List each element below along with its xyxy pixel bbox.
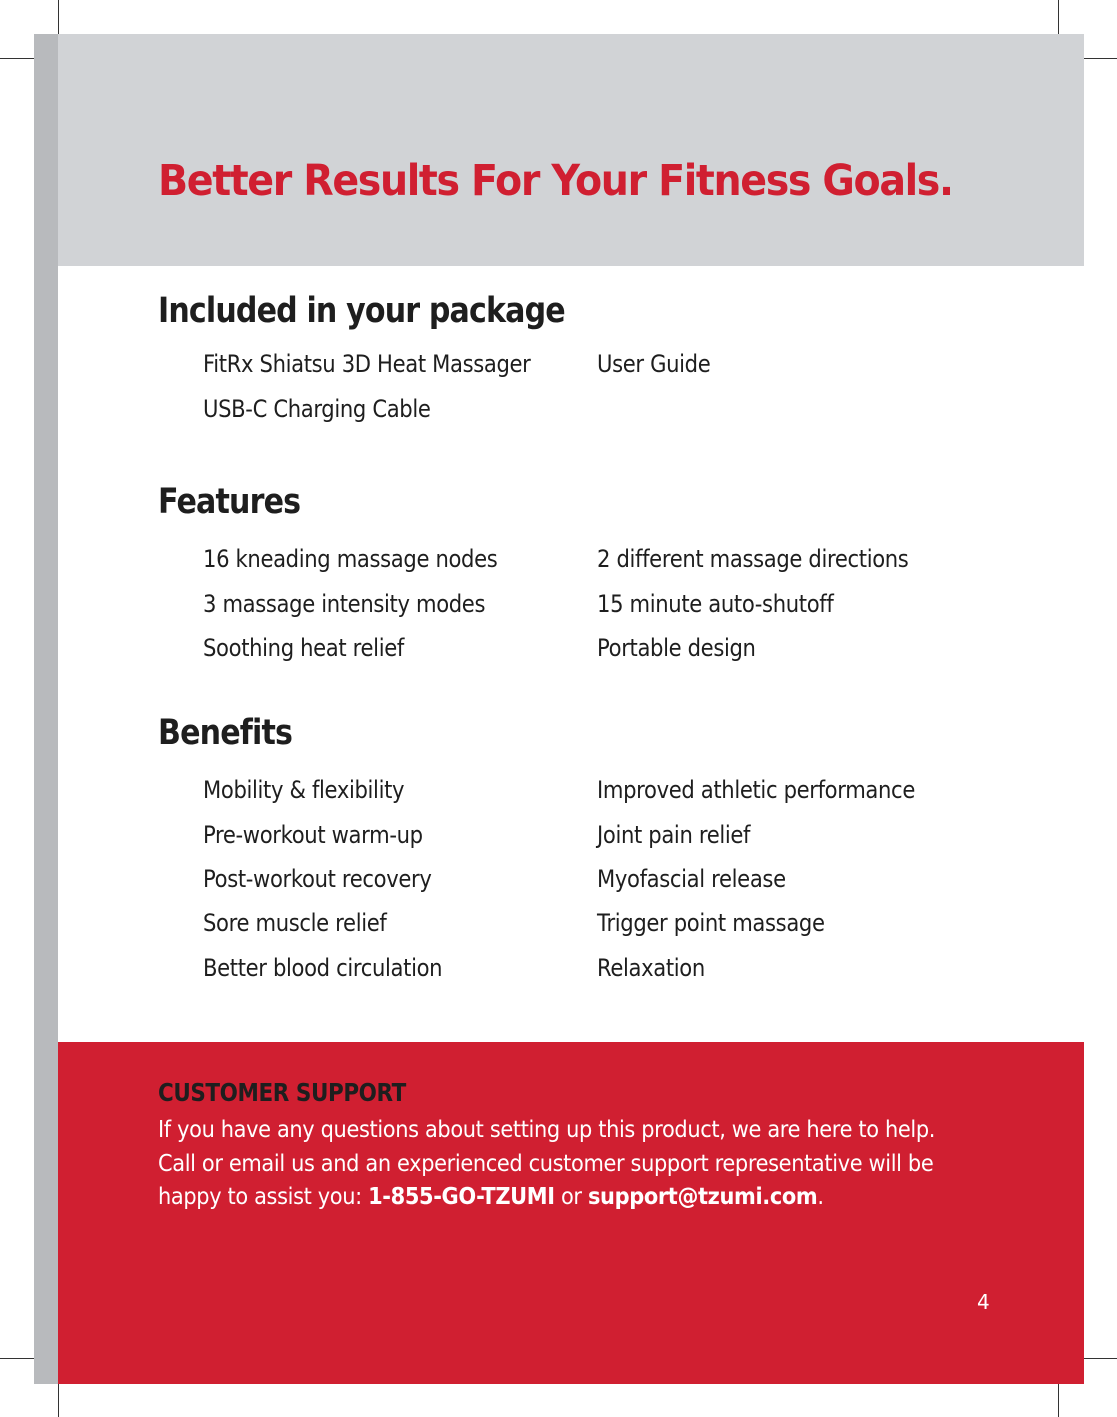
feature-item: Soothing heat relief — [203, 634, 404, 662]
features-section-title: Features — [158, 482, 301, 522]
feature-item: Portable design — [597, 634, 756, 662]
crop-mark — [1083, 1358, 1117, 1359]
customer-support-band — [58, 1042, 1084, 1384]
crop-mark — [0, 58, 34, 59]
benefit-item: Myofascial release — [597, 865, 786, 893]
support-email: support@tzumi.com — [587, 1184, 818, 1210]
document-page — [58, 34, 1084, 1384]
benefit-item: Trigger point massage — [597, 909, 825, 937]
support-line: Call or email us and an experienced customer support representative will be — [158, 1150, 934, 1177]
benefit-item: Better blood circulation — [203, 954, 443, 982]
crop-mark — [1058, 0, 1059, 34]
page-spine — [34, 34, 58, 1384]
benefit-item: Pre-workout warm-up — [203, 821, 423, 849]
package-item: FitRx Shiatsu 3D Heat Massager — [203, 350, 531, 378]
benefit-item: Sore muscle relief — [203, 909, 387, 937]
support-line — [158, 1181, 977, 1215]
feature-item: 16 kneading massage nodes — [203, 545, 498, 573]
benefit-item: Improved athletic performance — [597, 776, 915, 804]
customer-support-title: CUSTOMER SUPPORT — [158, 1078, 406, 1107]
crop-mark — [58, 1384, 59, 1417]
crop-mark — [0, 1358, 34, 1359]
support-line: If you have any questions about setting up this product, we are here to help. — [158, 1117, 936, 1143]
benefit-item: Relaxation — [597, 954, 705, 982]
benefit-item: Post-workout recovery — [203, 865, 432, 893]
benefit-item: Joint pain relief — [597, 821, 751, 849]
crop-mark — [58, 0, 59, 34]
support-line-suffix: . — [817, 1184, 824, 1210]
crop-mark — [1083, 58, 1117, 59]
package-item: User Guide — [597, 350, 711, 378]
page-number: 4 — [977, 1290, 990, 1314]
page-headline: Better Results For Your Fitness Goals. — [158, 156, 953, 206]
benefit-item: Mobility & flexibility — [203, 776, 405, 804]
package-item: USB-C Charging Cable — [203, 395, 431, 423]
support-or-text: or — [554, 1184, 588, 1210]
feature-item: 3 massage intensity modes — [203, 590, 486, 618]
feature-item: 2 different massage directions — [597, 545, 909, 573]
feature-item: 15 minute auto-shutoff — [597, 590, 834, 618]
support-line-prefix: happy to assist you: — [158, 1184, 369, 1210]
support-phone-number: 1-855-GO-TZUMI — [368, 1184, 555, 1210]
customer-support-text — [158, 1114, 977, 1215]
header-band — [58, 34, 1084, 266]
benefits-section-title: Benefits — [158, 713, 293, 753]
package-section-title: Included in your package — [158, 291, 565, 331]
crop-mark — [1058, 1384, 1059, 1417]
